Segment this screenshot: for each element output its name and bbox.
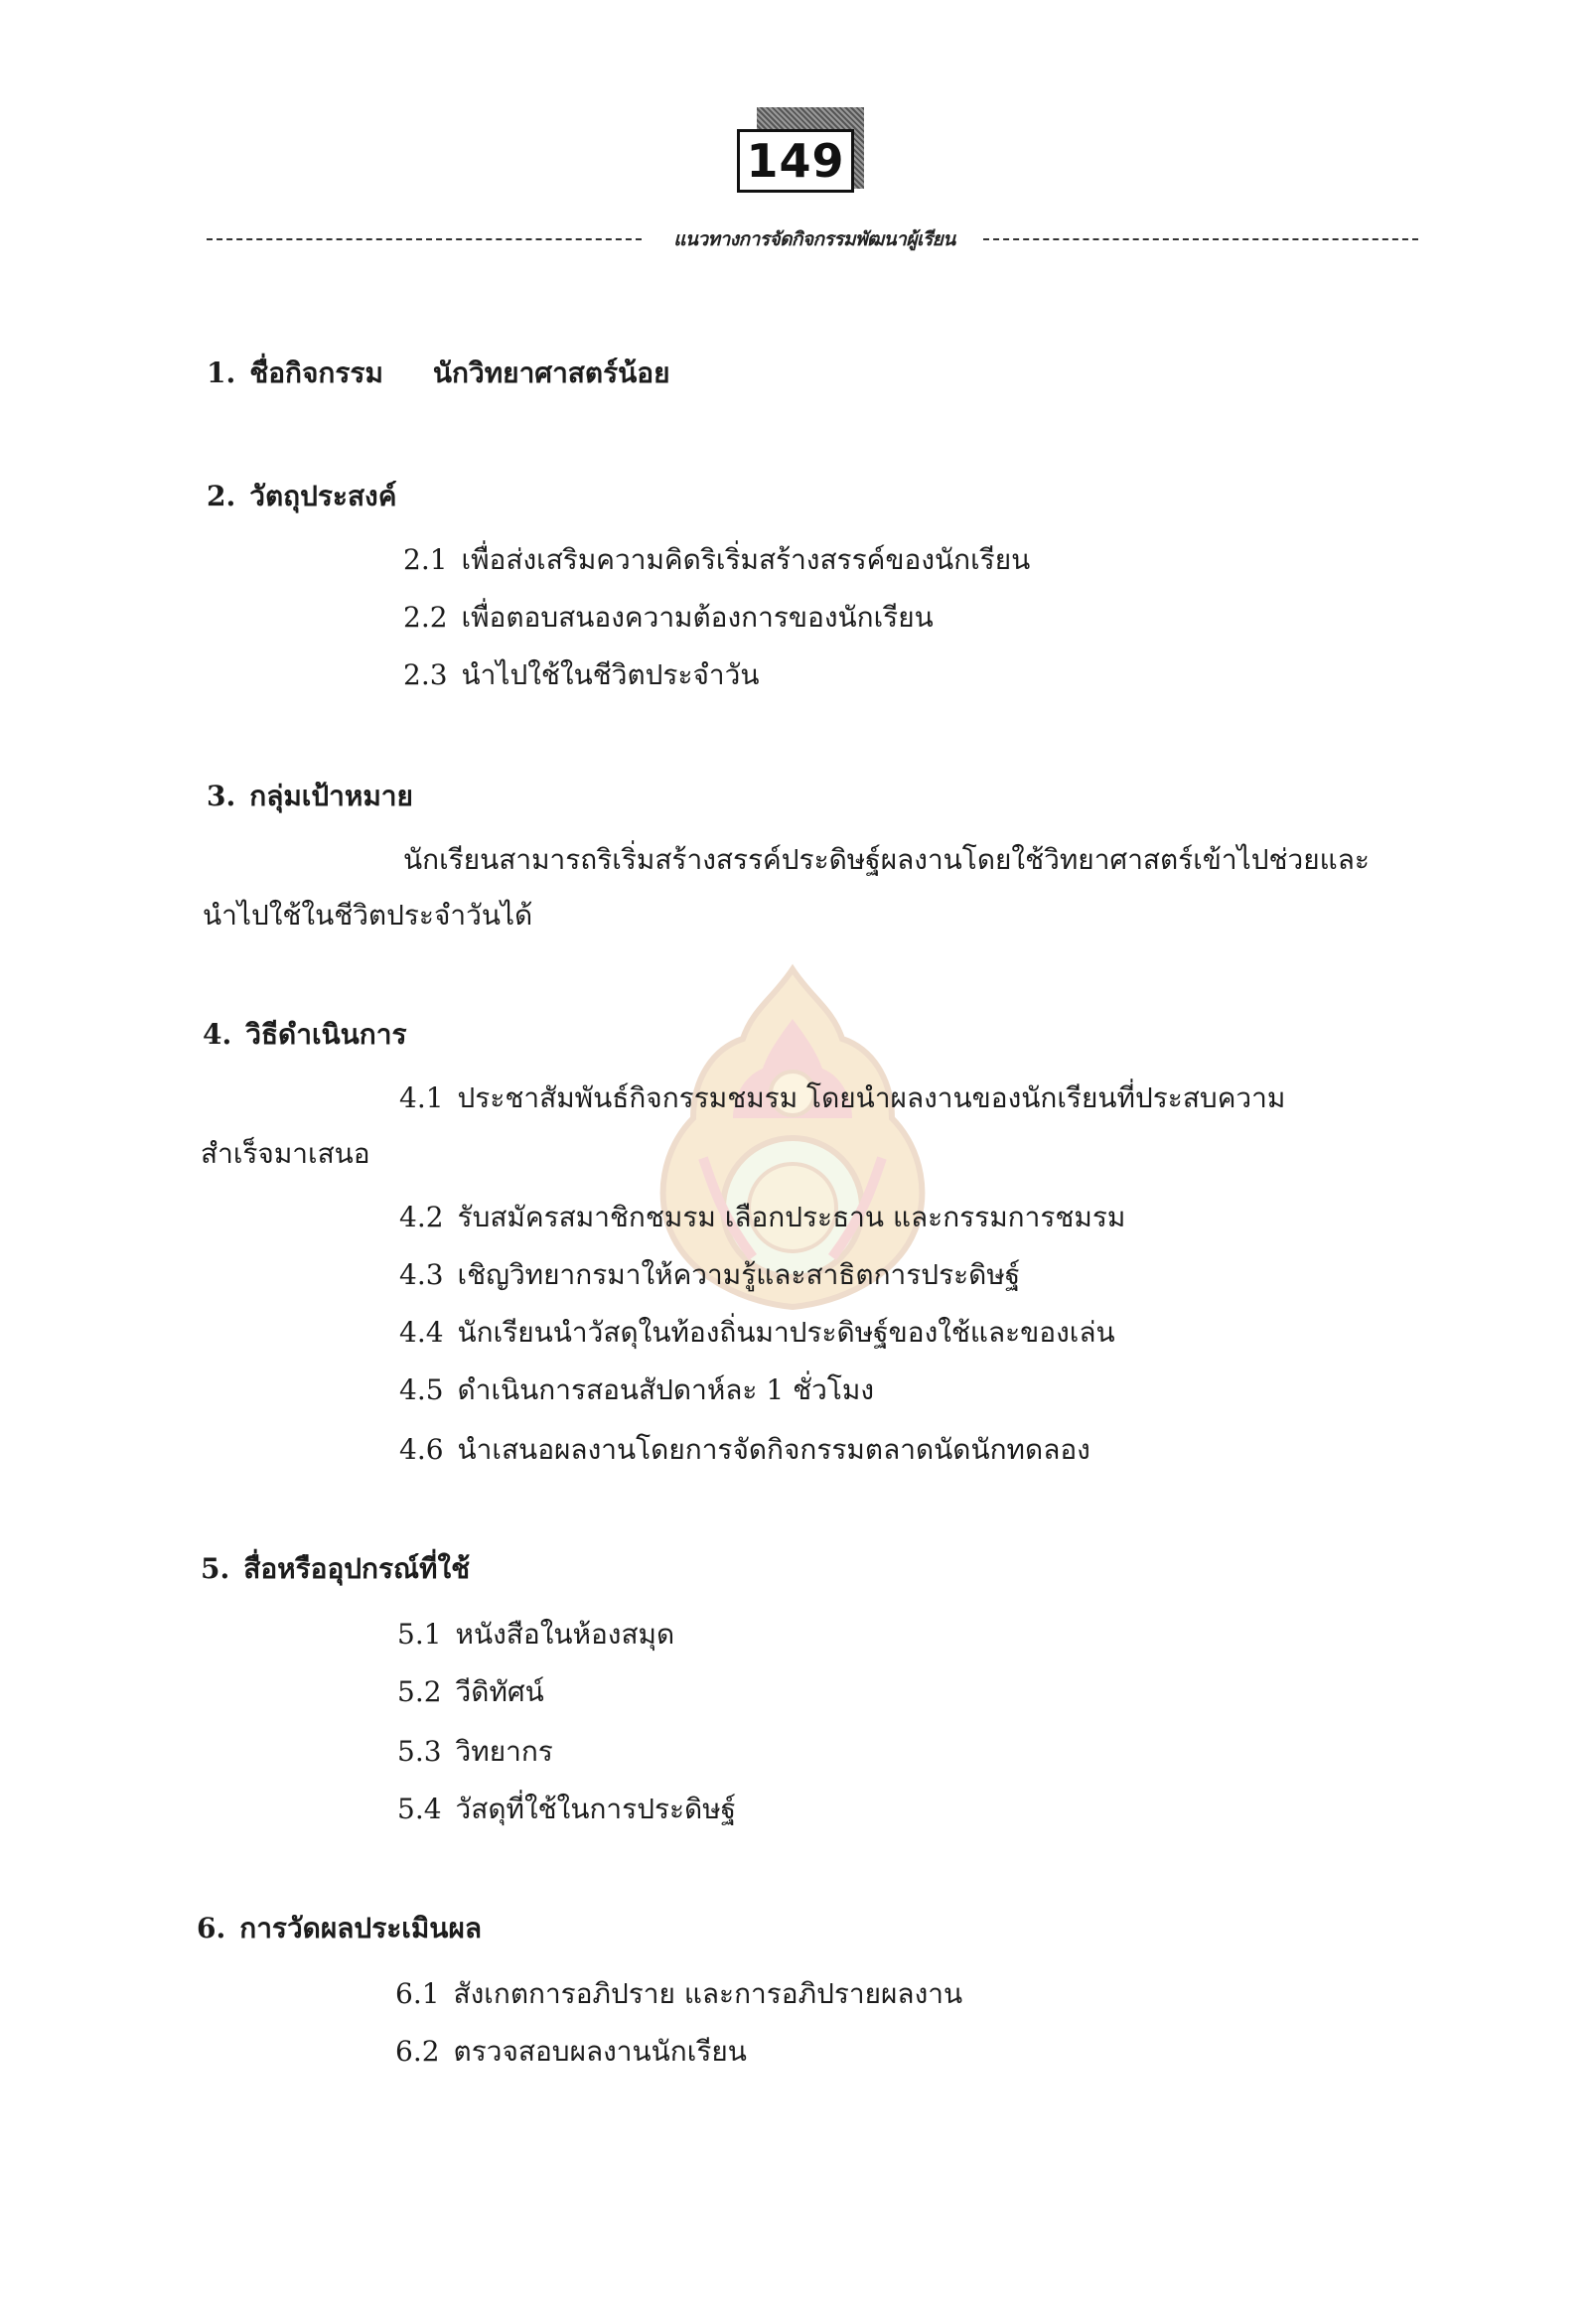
header-title: แนวทางการจัดกิจกรรมพัฒนาผู้เรียน bbox=[673, 228, 955, 250]
item-text: ดำเนินการสอนสัปดาห์ละ 1 ชั่วโมง bbox=[457, 1373, 874, 1406]
item-number: 4.4 bbox=[399, 1316, 444, 1349]
item-number: 5.1 bbox=[397, 1618, 442, 1651]
section-5-label: สื่อหรืออุปกรณ์ที่ใช้ bbox=[243, 1552, 471, 1585]
page-number: 149 bbox=[737, 129, 854, 193]
item-text: ประชาสัมพันธ์กิจกรรมชมรม โดยนำผลงานของนักเรียนที่ประสบความ bbox=[457, 1081, 1286, 1114]
item-text: สังเกตการอภิปราย และการอภิปรายผลงาน bbox=[453, 1977, 963, 2010]
list-item bbox=[397, 1732, 553, 1772]
item-number: 4.6 bbox=[399, 1433, 444, 1466]
section-6-label: การวัดผลประเมินผล bbox=[239, 1912, 483, 1944]
item-number: 5.2 bbox=[397, 1675, 442, 1708]
paragraph-line: นักเรียนสามารถริเริ่มสร้างสรรค์ประดิษฐ์ผลงานโดยใช้วิทยาศาสตร์เข้าไปช่วยและ bbox=[403, 843, 1370, 876]
section-5-number: 5. bbox=[201, 1552, 230, 1585]
running-header bbox=[207, 224, 1418, 254]
list-item bbox=[399, 1370, 874, 1410]
section-2-number: 2. bbox=[207, 480, 236, 512]
list-item bbox=[397, 1790, 736, 1829]
item-number: 5.3 bbox=[397, 1735, 442, 1768]
list-item bbox=[403, 540, 1030, 580]
list-item bbox=[403, 655, 760, 695]
list-item bbox=[397, 1672, 544, 1712]
list-item bbox=[399, 1079, 1285, 1118]
section-3-label: กลุ่มเป้าหมาย bbox=[249, 780, 413, 812]
item-number: 4.1 bbox=[399, 1081, 444, 1114]
item-number: 4.3 bbox=[399, 1258, 444, 1291]
item-number: 2.1 bbox=[403, 543, 448, 576]
item-text: หนังสือในห้องสมุด bbox=[455, 1618, 675, 1651]
item-number: 6.2 bbox=[395, 2035, 440, 2068]
item-number: 2.2 bbox=[403, 601, 448, 634]
item-number: 4.5 bbox=[399, 1373, 444, 1406]
section-4-title bbox=[203, 1015, 407, 1055]
item-text: ตรวจสอบผลงานนักเรียน bbox=[453, 2035, 747, 2068]
list-item bbox=[399, 1198, 1125, 1237]
item-number: 2.3 bbox=[403, 658, 448, 691]
list-item bbox=[399, 1313, 1115, 1353]
item-text: นักเรียนนำวัสดุในท้องถิ่นมาประดิษฐ์ของใช้และของเล่น bbox=[457, 1316, 1115, 1349]
list-item bbox=[395, 1974, 962, 2014]
list-item bbox=[397, 1615, 674, 1655]
header-rule-right bbox=[983, 238, 1418, 240]
list-item bbox=[399, 1255, 1020, 1295]
item-number: 6.1 bbox=[395, 1977, 440, 2010]
section-2-label: วัตถุประสงค์ bbox=[249, 480, 397, 512]
item-text: นำไปใช้ในชีวิตประจำวัน bbox=[461, 658, 760, 691]
section-4-label: วิธีดำเนินการ bbox=[245, 1018, 407, 1051]
section-1-label: ชื่อกิจกรรม bbox=[249, 357, 383, 389]
item-text: รับสมัครสมาชิกชมรม เลือกประธาน และกรรมการชมรม bbox=[457, 1201, 1126, 1233]
section-1 bbox=[207, 354, 669, 393]
item-number: 4.2 bbox=[399, 1201, 444, 1233]
list-item bbox=[399, 1430, 1090, 1470]
section-1-number: 1. bbox=[207, 357, 236, 389]
section-3-title bbox=[207, 777, 413, 816]
section-5-title bbox=[201, 1549, 470, 1589]
page-number-box bbox=[737, 107, 866, 195]
section-6-title bbox=[197, 1909, 482, 1948]
item-text: วีดิทัศน์ bbox=[455, 1675, 544, 1708]
activity-name: นักวิทยาศาสตร์น้อย bbox=[432, 357, 670, 389]
section-3-number: 3. bbox=[207, 780, 236, 812]
item-text: เพื่อส่งเสริมความคิดริเริ่มสร้างสรรค์ของนักเรียน bbox=[461, 543, 1031, 576]
list-item-continuation: สำเร็จมาเสนอ bbox=[201, 1137, 370, 1170]
section-2-title bbox=[207, 477, 396, 516]
list-item bbox=[395, 2032, 747, 2072]
section-6-number: 6. bbox=[197, 1912, 226, 1944]
item-text: นำเสนอผลงานโดยการจัดกิจกรรมตลาดนัดนักทดลอง bbox=[457, 1433, 1090, 1466]
item-text: เพื่อตอบสนองความต้องการของนักเรียน bbox=[461, 601, 934, 634]
item-text: เชิญวิทยากรมาให้ความรู้และสาธิตการประดิษฐ์ bbox=[457, 1258, 1021, 1291]
paragraph-line: นำไปใช้ในชีวิตประจำวันได้ bbox=[203, 899, 533, 932]
header-rule-left bbox=[207, 238, 642, 240]
section-4-number: 4. bbox=[203, 1018, 232, 1051]
item-text: วิทยากร bbox=[455, 1735, 553, 1768]
list-item bbox=[403, 598, 934, 638]
item-text: วัสดุที่ใช้ในการประดิษฐ์ bbox=[455, 1793, 737, 1825]
item-number: 5.4 bbox=[397, 1793, 442, 1825]
